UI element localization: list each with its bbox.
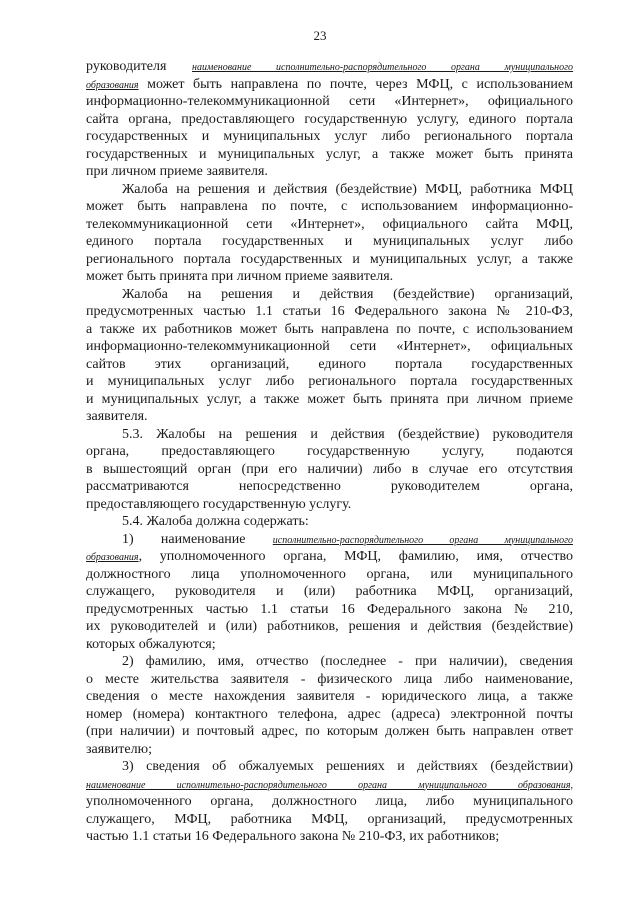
text-line [86,146,573,164]
text-fragment: единого портала государственных и муниципальных услуг либо [86,234,573,249]
document-body [86,58,573,846]
text-line [86,181,573,199]
text-fragment: (при наличии) и почтовый адрес, по которым должен быть направлен ответ [86,724,573,739]
text-line [86,513,573,531]
text-fragment: 5.3. Жалобы на решения и действия (бездействие) руководителя [122,426,573,442]
text-line [86,128,573,146]
text-fragment: заявителя. [86,409,148,424]
text-line [86,496,573,514]
text-line [86,706,573,724]
text-fragment: информационно-телекоммуникационной сети «Интернет», официальных [86,339,573,354]
text-line [86,426,573,444]
text-line [86,338,573,356]
placeholder-note: наименование исполнительно-распорядительного органа муниципального [192,62,573,73]
text-fragment: регионального портала государственных и муниципальных услуг, а также [86,251,573,267]
text-line [86,583,573,601]
text-line [86,443,573,461]
text-line [86,163,573,181]
text-line [86,793,573,811]
text-fragment: 1) наименование [122,531,273,547]
page-number: 23 [313,28,327,43]
text-fragment: 2) фамилию, имя, отчество (последнее - при наличии), сведения [122,654,573,669]
text-fragment: руководителя [86,59,193,74]
text-line [86,268,573,286]
text-fragment: и муниципальных услуг либо регионального портала государственных [86,374,573,389]
text-fragment: предусмотренных частью 1.1 статьи 16 Федерального закона № 210-ФЗ, [86,304,573,319]
text-line [86,286,573,304]
text-line [86,758,573,776]
text-fragment: рассматриваются непосредственно руководителем органа, [86,479,573,494]
text-line [86,688,573,706]
text-line [86,58,573,76]
text-line [86,776,573,794]
text-fragment: информационно-телекоммуникационной сети «Интернет», официального [86,94,573,109]
text-fragment: уполномоченного органа, должностного лица, либо муниципального [86,794,573,809]
text-line [86,251,573,269]
text-line [86,741,573,759]
text-fragment: служащего, руководителя и (или) работника МФЦ, организаций, [86,584,573,599]
text-fragment: Жалоба на решения и действия (бездействие) организаций, [122,286,573,302]
text-line [86,811,573,829]
text-line [86,233,573,251]
text-fragment: в вышестоящий орган (при его наличии) либо в случае его отсутствия [86,461,573,477]
text-fragment: сайтов этих организаций, единого портала государственных [86,356,573,372]
text-line [86,461,573,479]
text-fragment: может быть направлена по почте, через МФЦ, с использованием [138,76,573,92]
text-fragment: 3) сведения об обжалуемых решениях и действиях (бездействии) [122,759,573,774]
text-line [86,618,573,636]
text-line [86,566,573,584]
text-line [86,478,573,496]
text-fragment: их руководителей и (или) работников, решения и действия (бездействие) [86,619,573,634]
text-fragment: о месте жительства заявителя - физического лица либо наименование, [86,671,573,687]
text-fragment: государственных и муниципальных услуг либо регионального портала [86,129,573,144]
text-fragment: может быть принята при личном приеме заявителя. [86,269,394,284]
text-line [86,391,573,409]
text-line [86,828,573,846]
text-line [86,303,573,321]
text-fragment: предусмотренных частью 1.1 статьи 16 Федерального закона № 210, [86,601,573,617]
text-fragment: , уполномоченного органа, МФЦ, фамилию, имя, отчество [138,549,573,564]
text-fragment: частью 1.1 статьи 16 Федерального закона № 210-ФЗ, их работников; [86,829,500,844]
text-line [86,93,573,111]
text-fragment: служащего, МФЦ, работника МФЦ, организаций, предусмотренных [86,811,573,827]
text-line [86,723,573,741]
text-fragment: 5.4. Жалоба должна содержать: [122,514,309,529]
placeholder-note: образования [86,552,139,563]
text-line [86,111,573,129]
text-line [86,636,573,654]
text-line [86,671,573,689]
text-line [86,601,573,619]
placeholder-note: образования [86,79,139,91]
text-line [86,216,573,234]
text-line [86,373,573,391]
text-fragment: и муниципальных услуг, а также может быть принята при личном приеме [86,391,573,407]
text-fragment: государственных и муниципальных услуг, а также может быть принята [86,146,573,162]
text-fragment: должностного лица уполномоченного органа, или муниципального [86,566,573,582]
text-fragment: а также их работников может быть направлена по почте, с использованием [86,321,573,337]
text-line [86,548,573,566]
text-line [86,76,573,94]
text-fragment: которых обжалуются; [86,636,216,652]
text-fragment: предоставляющего государственную услугу. [86,496,352,512]
placeholder-note: наименование исполнительно-распорядительного органа муниципального образования, [86,779,573,791]
text-fragment: может быть направлена по почте, с использованием информационно- [86,199,573,214]
text-fragment: номер (номера) контактного телефона, адрес (адреса) электронной почты [86,706,573,722]
text-line [86,198,573,216]
text-line [86,653,573,671]
text-fragment: сайта органа, предоставляющего государственную услугу, единого портала [86,111,573,127]
text-line [86,408,573,426]
text-line [86,356,573,374]
text-line [86,531,573,549]
text-fragment: заявителю; [86,741,152,757]
text-fragment: органа, предоставляющего государственную услугу, подаются [86,444,573,459]
text-fragment: телекоммуникационной сети «Интернет», официального сайта МФЦ, [86,216,573,232]
text-fragment: при личном приеме заявителя. [86,164,268,179]
text-line [86,321,573,339]
text-fragment: сведения о месте нахождения заявителя - юридического лица, а также [86,689,573,704]
text-fragment: Жалоба на решения и действия (бездействие) МФЦ, работника МФЦ [122,181,573,197]
placeholder-note: исполнительно-распорядительного органа муниципального [272,534,573,546]
